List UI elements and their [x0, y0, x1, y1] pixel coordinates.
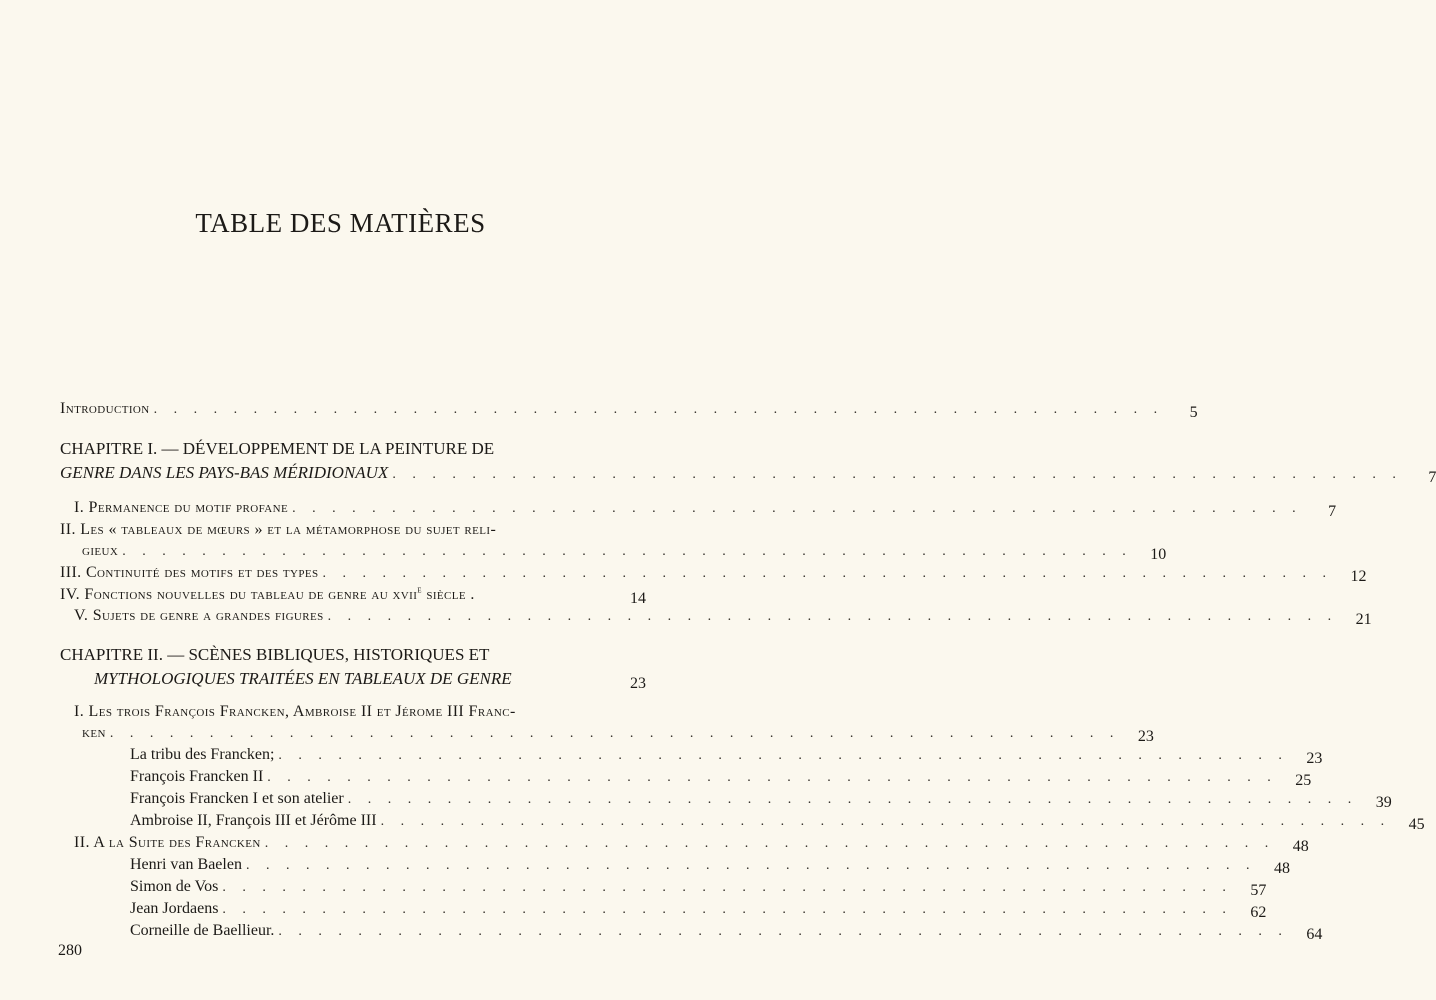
entry-page: 45 — [1408, 816, 1425, 833]
entry-label: Introduction — [60, 400, 150, 417]
dot-leader: . . . . . . . . . . . . . . . . . . . . . . . . . . . . . . . . . . . . . . . . . . . . . . . . . . . — [392, 467, 1403, 482]
chapter2-heading-line2: MYTHOLOGIQUES TRAITÉES EN TABLEAUX DE GENRE — [94, 669, 512, 688]
entry-label-main: IV. Fonctions nouvelles du tableau de genre au xvii — [60, 586, 418, 603]
toc-entry-introduction — [60, 398, 1198, 421]
dot-leader: . . . . . . . . . . . . . . . . . . . . . . . . . . . . . . . . . . . . . . . . . . . . . . . . . . . — [222, 902, 1233, 917]
entry-label-tail: siècle . — [421, 586, 475, 603]
dot-leader: . . . . . . . . . . . . . . . . . . . . . . . . . . . . . . . . . . . . . . . . . . . . . . . . . . . — [264, 836, 1275, 851]
folio: 280 — [58, 942, 82, 959]
toc-entry — [60, 497, 1337, 520]
entry-page: 57 — [1250, 882, 1267, 899]
entry-label — [60, 584, 479, 605]
entry-page: 10 — [1150, 546, 1167, 563]
entry-label: Corneille de Baellieur. — [130, 922, 275, 939]
entry-label: II. Les « tableaux de mœurs » et la métamorphose du sujet reli- — [60, 521, 497, 538]
entry-label: Ambroise II, François III et Jérôme III — [130, 812, 377, 829]
entry-label: III. Continuité des motifs et des types — [60, 564, 319, 581]
chapter1-heading — [60, 461, 1436, 486]
entry-label: François Francken II — [130, 768, 264, 785]
toc-entry — [60, 584, 646, 605]
toc-subentry — [60, 744, 1323, 767]
toc-entry — [60, 562, 1367, 585]
entry-label: François Francken I et son atelier — [130, 790, 344, 807]
toc-subentry — [60, 788, 1392, 811]
toc-entry — [60, 832, 1309, 855]
chapter1-heading-line2: GENRE DANS LES PAYS-BAS MÉRIDIONAUX — [60, 463, 389, 482]
entry-page: 39 — [1375, 794, 1392, 811]
page-title: TABLE DES MATIÈRES — [195, 208, 486, 238]
entry-label: I. Les trois François Francken, Ambroise II et Jérome III Franc- — [74, 703, 516, 720]
entry-label: gieux — [82, 542, 119, 559]
toc-subentry — [60, 898, 1267, 921]
entry-page: 14 — [630, 590, 646, 607]
toc-subentry — [60, 876, 1267, 899]
chapter1-heading-line1: CHAPITRE I. — DÉVELOPPEMENT DE LA PEINTURE DE — [60, 439, 495, 458]
dot-leader: . . . . . . . . . . . . . . . . . . . . . . . . . . . . . . . . . . . . . . . . . . . . . . . . . . . — [347, 792, 1358, 807]
entry-page: 21 — [1355, 611, 1372, 628]
entry-page: 64 — [1306, 926, 1323, 943]
entry-label: II. A la Suite des Francken — [74, 834, 261, 851]
dot-leader: . . . . . . . . . . . . . . . . . . . . . . . . . . . . . . . . . . . . . . . . . . . . . . . . . . . — [292, 501, 1303, 516]
entry-page: 48 — [1292, 838, 1309, 855]
entry-label-sup: e — [417, 584, 422, 596]
entry-page: 5 — [1189, 404, 1198, 421]
toc-entry — [60, 722, 1154, 745]
dot-leader: . . . . . . . . . . . . . . . . . . . . . . . . . . . . . . . . . . . . . . . . . . . . . . . . . . . — [278, 924, 1289, 939]
dot-leader: . . . . . . . . . . . . . . . . . . . . . . . . . . . . . . . . . . . . . . . . . . . . . . . . . . . — [222, 880, 1233, 895]
toc-entry — [60, 701, 646, 722]
dot-leader: . . . . . . . . . . . . . . . . . . . . . . . . . . . . . . . . . . . . . . . . . . . . . . . . . . . — [327, 609, 1338, 624]
entry-label: Jean Jordaens — [130, 900, 219, 917]
toc-entry — [60, 519, 646, 540]
dot-leader: . . . . . . . . . . . . . . . . . . . . . . . . . . . . . . . . . . . . . . . . . . . . . . . . . . . — [245, 858, 1256, 873]
entry-page: 23 — [1137, 728, 1154, 745]
chapter2-heading — [60, 667, 646, 691]
entry-page: 25 — [1295, 772, 1312, 789]
toc-subentry — [60, 766, 1312, 789]
dot-leader: . . . . . . . . . . . . . . . . . . . . . . . . . . . . . . . . . . . . . . . . . . . . . . . . . . . — [278, 748, 1289, 763]
chapter2-heading-line1: CHAPITRE II. — SCÈNES BIBLIQUES, HISTORIQUES ET — [60, 645, 490, 664]
table-of-contents — [60, 398, 1436, 943]
entry-page: 62 — [1250, 904, 1267, 921]
toc-subentry — [60, 920, 1323, 943]
entry-page: 48 — [1273, 860, 1290, 877]
toc-subentry — [60, 810, 1425, 833]
entry-page: 12 — [1350, 568, 1367, 585]
entry-label: I. Permanence du motif profane — [74, 499, 289, 516]
entry-page: 23 — [630, 675, 646, 692]
entry-label: ken — [82, 724, 106, 741]
toc-entry — [60, 605, 1372, 628]
entry-label: La tribu des Francken; — [130, 746, 275, 763]
dot-leader: . . . . . . . . . . . . . . . . . . . . . . . . . . . . . . . . . . . . . . . . . . . . . . . . . . . — [153, 402, 1164, 417]
entry-label: V. Sujets de genre a grandes figures — [74, 607, 324, 624]
toc-entry — [60, 540, 1167, 563]
entry-label: Simon de Vos — [130, 878, 219, 895]
dot-leader: . . . . . . . . . . . . . . . . . . . . . . . . . . . . . . . . . . . . . . . . . . . . . . . . . . . — [109, 726, 1120, 741]
dot-leader: . . . . . . . . . . . . . . . . . . . . . . . . . . . . . . . . . . . . . . . . . . . . . . . . . . . — [322, 566, 1333, 581]
entry-page: 7 — [1328, 503, 1337, 520]
entry-page: 23 — [1306, 750, 1323, 767]
dot-leader: . . . . . . . . . . . . . . . . . . . . . . . . . . . . . . . . . . . . . . . . . . . . . . . . . . . — [267, 770, 1278, 785]
entry-page: 7 — [1428, 469, 1436, 486]
dot-leader: . . . . . . . . . . . . . . . . . . . . . . . . . . . . . . . . . . . . . . . . . . . . . . . . . . . — [380, 814, 1391, 829]
entry-label: Henri van Baelen — [130, 856, 242, 873]
toc-subentry — [60, 854, 1290, 877]
dot-leader: . . . . . . . . . . . . . . . . . . . . . . . . . . . . . . . . . . . . . . . . . . . . . . . . . . . — [122, 544, 1133, 559]
